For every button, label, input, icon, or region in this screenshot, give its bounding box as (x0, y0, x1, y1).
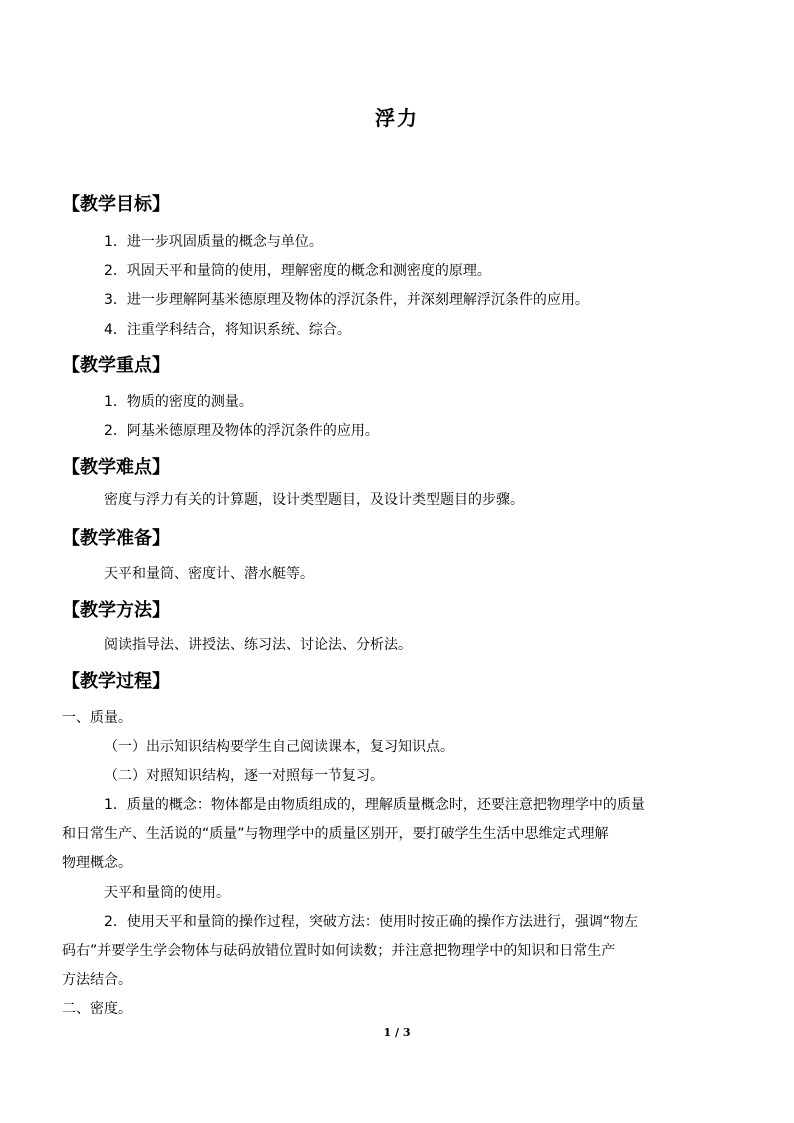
section-heading-process: 【教学过程】 (62, 671, 170, 692)
process-line: 2．使用天平和量筒的操作过程，突破方法：使用时按正确的操作方法进行，强调“物左 (104, 914, 639, 930)
section-heading-goals: 【教学目标】 (62, 194, 170, 215)
process-line: 天平和量筒的使用。 (104, 885, 230, 901)
process-line: （一）出示知识结构要学生自己阅读课本，复习知识点。 (104, 739, 454, 755)
section-heading-preparation: 【教学准备】 (62, 528, 170, 549)
goal-item: 1．进一步巩固质量的概念与单位。 (104, 234, 323, 250)
goal-item: 2．巩固天平和量筒的使用，理解密度的概念和测密度的原理。 (104, 263, 491, 279)
section-heading-difficulties: 【教学难点】 (62, 457, 170, 478)
process-line: （二）对照知识结构，逐一对照每一节复习。 (104, 768, 384, 784)
process-line: 和日常生产、生活说的“质量”与物理学中的质量区别开，要打破学生生活中思维定式理解 (62, 826, 609, 842)
key-point-item: 1．物质的密度的测量。 (104, 394, 253, 410)
process-line: 方法结合。 (62, 972, 132, 988)
section-heading-key-points: 【教学重点】 (62, 355, 170, 376)
preparation-text: 天平和量筒、密度计、潜水艇等。 (104, 566, 314, 582)
document-title: 浮力 (375, 106, 419, 130)
section-heading-methods: 【教学方法】 (62, 600, 170, 621)
goal-item: 4．注重学科结合，将知识系统、综合。 (104, 322, 351, 338)
key-point-item: 2．阿基米德原理及物体的浮沉条件的应用。 (104, 423, 379, 439)
difficulties-text: 密度与浮力有关的计算题，设计类型题目，及设计类型题目的步骤。 (104, 492, 524, 508)
process-line: 二、密度。 (62, 1001, 132, 1017)
process-line: 码右”并要学生学会物体与砝码放错位置时如何读数；并注意把物理学中的知识和日常生产 (62, 943, 616, 959)
page-indicator: 1 / 3 (383, 1026, 411, 1039)
process-line: 物理概念。 (62, 855, 132, 871)
methods-text: 阅读指导法、讲授法、练习法、讨论法、分析法。 (104, 637, 412, 653)
process-line: 一、质量。 (62, 710, 132, 726)
goal-item: 3．进一步理解阿基米德原理及物体的浮沉条件，并深刻理解浮沉条件的应用。 (104, 292, 589, 308)
process-line: 1．质量的概念：物体都是由物质组成的，理解质量概念时，还要注意把物理学中的质量 (104, 797, 645, 813)
